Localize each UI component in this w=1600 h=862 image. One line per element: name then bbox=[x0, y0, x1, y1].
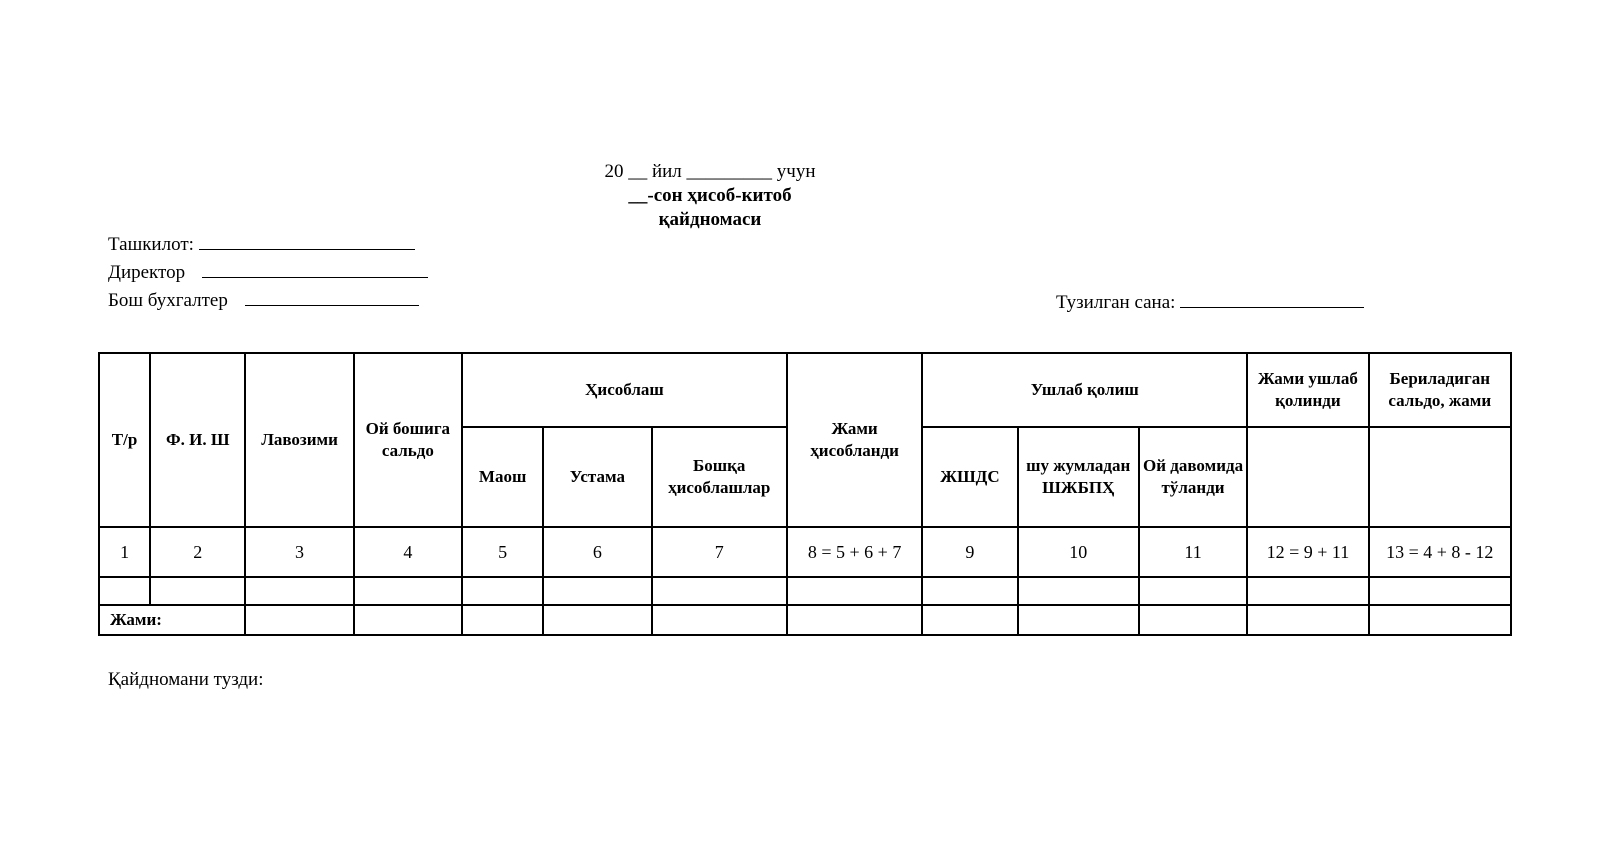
director-line bbox=[108, 260, 428, 285]
title-statement-line: қайдномаси bbox=[658, 209, 762, 230]
header-accrual-group: Ҳисоблаш bbox=[462, 353, 787, 427]
table-cell[interactable] bbox=[245, 577, 353, 605]
table-cell[interactable] bbox=[787, 577, 922, 605]
column-number: 3 bbox=[245, 527, 353, 577]
organization-label: Ташкилот: bbox=[108, 234, 194, 255]
organization-line bbox=[108, 232, 415, 257]
column-number: 7 bbox=[652, 527, 787, 577]
table-cell[interactable] bbox=[1018, 577, 1139, 605]
payroll-table bbox=[98, 352, 1512, 636]
header-total-withheld: Жами ушлаб қолинди bbox=[1247, 353, 1368, 427]
header-other-accruals: Бошқа ҳисоблашлар bbox=[652, 427, 787, 527]
column-number: 10 bbox=[1018, 527, 1139, 577]
column-number: 8 = 5 + 6 + 7 bbox=[787, 527, 922, 577]
header-position: Лавозими bbox=[245, 353, 353, 527]
header-withholding-group: Ушлаб қолиш bbox=[922, 353, 1247, 427]
organization-blank[interactable] bbox=[199, 232, 415, 250]
date-label: Тузилган сана: bbox=[1056, 292, 1176, 313]
table-cell[interactable] bbox=[543, 577, 651, 605]
chief-accountant-label: Бош бухгалтер bbox=[108, 290, 228, 311]
header-total-accrued: Жами ҳисобланди bbox=[787, 353, 922, 527]
total-cell[interactable] bbox=[1018, 605, 1139, 635]
total-cell[interactable] bbox=[1139, 605, 1247, 635]
title-number-line: __-сон ҳисоб-китоб bbox=[628, 185, 792, 206]
header-row-1 bbox=[99, 353, 1511, 427]
table-cell[interactable] bbox=[150, 577, 245, 605]
column-number: 6 bbox=[543, 527, 651, 577]
document-title bbox=[550, 160, 870, 232]
director-blank[interactable] bbox=[202, 260, 428, 278]
column-number: 5 bbox=[462, 527, 543, 577]
table-cell[interactable] bbox=[1369, 577, 1511, 605]
date-line bbox=[1056, 290, 1364, 315]
column-number: 9 bbox=[922, 527, 1017, 577]
column-number: 2 bbox=[150, 527, 245, 577]
column-number: 12 = 9 + 11 bbox=[1247, 527, 1368, 577]
column-number: 1 bbox=[99, 527, 150, 577]
total-cell[interactable] bbox=[652, 605, 787, 635]
header-bonus: Устама bbox=[543, 427, 651, 527]
total-cell[interactable] bbox=[354, 605, 462, 635]
table-cell[interactable] bbox=[1247, 577, 1368, 605]
date-blank[interactable] bbox=[1180, 290, 1364, 308]
table-row-empty bbox=[99, 577, 1511, 605]
header-payable-balance: Бериладиган сальдо, жами bbox=[1369, 353, 1511, 427]
title-period-line: 20 __ йил _________ учун bbox=[604, 161, 816, 182]
column-number: 4 bbox=[354, 527, 462, 577]
total-cell[interactable] bbox=[1247, 605, 1368, 635]
table-row-total bbox=[99, 605, 1511, 635]
compiled-by-label: Қайдномани тузди: bbox=[108, 669, 264, 690]
table-cell[interactable] bbox=[922, 577, 1017, 605]
total-cell[interactable] bbox=[922, 605, 1017, 635]
total-cell[interactable] bbox=[787, 605, 922, 635]
header-tr: Т/р bbox=[99, 353, 150, 527]
total-cell[interactable] bbox=[1369, 605, 1511, 635]
column-number: 13 = 4 + 8 - 12 bbox=[1369, 527, 1511, 577]
header-opening-balance: Ой бошига сальдо bbox=[354, 353, 462, 527]
total-label: Жами: bbox=[99, 605, 245, 635]
column-number: 11 bbox=[1139, 527, 1247, 577]
header-empty-cell bbox=[1369, 427, 1511, 527]
total-cell[interactable] bbox=[462, 605, 543, 635]
chief-accountant-line bbox=[108, 288, 419, 313]
chief-accountant-blank[interactable] bbox=[245, 288, 419, 306]
header-income-tax: ЖШДС bbox=[922, 427, 1017, 527]
table-cell[interactable] bbox=[1139, 577, 1247, 605]
header-including-pension: шу жумладан ШЖБПҲ bbox=[1018, 427, 1139, 527]
total-cell[interactable] bbox=[245, 605, 353, 635]
column-number-row bbox=[99, 527, 1511, 577]
header-paid-during-month: Ой давомида тўланди bbox=[1139, 427, 1247, 527]
director-label: Директор bbox=[108, 262, 186, 283]
total-cell[interactable] bbox=[543, 605, 651, 635]
table-cell[interactable] bbox=[354, 577, 462, 605]
header-fish: Ф. И. Ш bbox=[150, 353, 245, 527]
table-cell[interactable] bbox=[652, 577, 787, 605]
table-cell[interactable] bbox=[99, 577, 150, 605]
header-salary: Маош bbox=[462, 427, 543, 527]
table-cell[interactable] bbox=[462, 577, 543, 605]
header-empty-cell bbox=[1247, 427, 1368, 527]
